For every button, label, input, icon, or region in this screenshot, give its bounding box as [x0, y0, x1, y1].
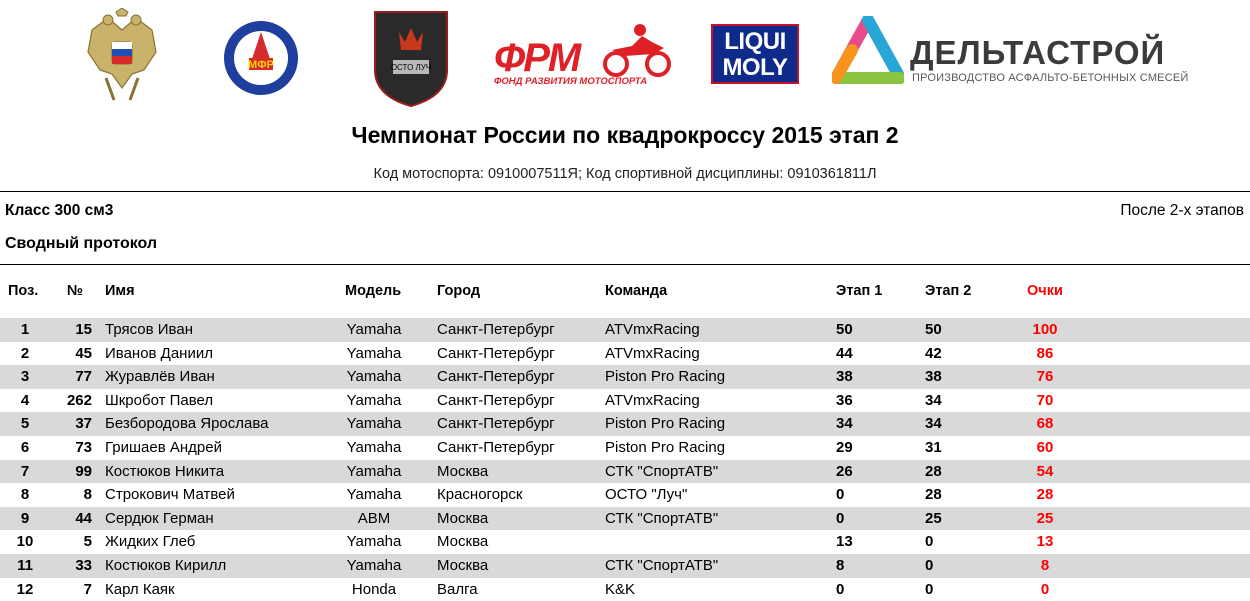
cell-name: Шкробот Павел [105, 391, 214, 409]
cell-stage1: 29 [836, 438, 853, 456]
cell-stage1: 0 [836, 509, 845, 527]
table-row [0, 365, 1250, 389]
cell-city: Красногорск [437, 486, 523, 504]
deltastroy-subtitle: ПРОИЗВОДСТВО АСФАЛЬТО-БЕТОННЫХ СМЕСЕЙ [912, 72, 1189, 84]
cell-number: 73 [75, 438, 92, 456]
cell-stage2: 28 [925, 486, 942, 504]
cell-stage1: 36 [836, 391, 853, 409]
cell-number: 8 [83, 486, 92, 504]
frm-wordmark: ФРМ [494, 36, 580, 80]
cell-number: 5 [83, 533, 92, 551]
cell-team: ATVmxRacing [605, 321, 700, 338]
cell-number: 44 [75, 509, 92, 527]
cell-stage1: 0 [836, 486, 845, 504]
cell-pos: 9 [20, 509, 30, 527]
cell-points: 28 [1036, 486, 1054, 504]
cell-number: 262 [66, 391, 92, 409]
cell-city: Валга [437, 580, 478, 598]
liqui-word: LIQUI [724, 28, 786, 55]
cell-name: Костюков Никита [105, 462, 225, 480]
cell-stage2: 25 [925, 509, 942, 527]
table-row [0, 554, 1250, 578]
cell-model: Yamaha [346, 368, 402, 386]
cell-pos: 4 [20, 391, 30, 409]
cell-points: 86 [1036, 344, 1054, 362]
cell-team: СТК "СпортАТВ" [605, 556, 719, 574]
table-row [0, 460, 1250, 484]
osto-luch-shield-logo [371, 8, 451, 108]
cell-pos: 12 [16, 580, 34, 598]
cell-points: 8 [1040, 556, 1050, 574]
cell-pos: 1 [20, 321, 30, 338]
cell-name: Безбородова Ярослава [105, 415, 269, 433]
cell-stage1: 50 [836, 321, 853, 338]
cell-name: Гришаев Андрей [105, 438, 222, 456]
cell-stage2: 0 [925, 533, 934, 551]
column-header-stage1: Этап 1 [836, 283, 883, 299]
cell-stage1: 44 [836, 344, 853, 362]
table-row [0, 483, 1250, 507]
cell-model: Yamaha [346, 391, 402, 409]
column-header-model: Модель [345, 283, 402, 299]
cell-stage1: 34 [836, 415, 853, 433]
table-row [0, 342, 1250, 366]
column-header-points: Очки [1027, 283, 1063, 299]
cell-name: Строкович Матвей [105, 486, 235, 504]
cell-team: ATVmxRacing [605, 344, 700, 362]
cell-pos: 2 [20, 344, 30, 362]
results-table [0, 280, 1250, 601]
cell-model: Yamaha [346, 415, 402, 433]
cell-model: Yamaha [346, 462, 402, 480]
cell-name: Костюков Кирилл [105, 556, 227, 574]
cell-name: Сердюк Герман [105, 509, 214, 527]
frm-fund-logo [490, 20, 676, 92]
cell-number: 37 [75, 415, 92, 433]
document-title: Чемпионат России по квадрокроссу 2015 этап 2 [351, 122, 899, 148]
cell-name: Журавлёв Иван [105, 368, 215, 386]
cell-name: Трясов Иван [105, 321, 193, 338]
osto-text: ОСТО ЛУЧ [390, 63, 432, 72]
cell-model: Honda [351, 580, 397, 598]
header-spacer [0, 302, 1250, 318]
table-header-row [0, 280, 1250, 302]
cell-pos: 7 [20, 462, 30, 480]
cell-stage2: 28 [925, 462, 942, 480]
cell-stage2: 42 [925, 344, 942, 362]
cell-name: Иванов Даниил [105, 344, 213, 362]
cell-city: Москва [437, 509, 489, 527]
deltastroy-triangle-icon [832, 16, 904, 96]
cell-city: Санкт-Петербург [437, 344, 555, 362]
cell-team: СТК "СпортАТВ" [605, 462, 719, 480]
cell-number: 77 [75, 368, 92, 386]
double-headed-eagle-emblem [86, 8, 158, 108]
cell-team: K&K [605, 580, 636, 598]
table-row [0, 389, 1250, 413]
cell-team: Piston Pro Racing [605, 415, 726, 433]
cell-pos: 5 [20, 415, 30, 433]
cell-model: ABM [357, 509, 391, 527]
cell-city: Санкт-Петербург [437, 415, 555, 433]
cell-city: Санкт-Петербург [437, 438, 555, 456]
after-stages-label: После 2-х этапов [1120, 202, 1244, 219]
cell-model: Yamaha [346, 438, 402, 456]
cell-stage1: 13 [836, 533, 853, 551]
liqui-moly-logo [711, 24, 799, 84]
cell-stage2: 34 [925, 415, 942, 433]
cell-points: 0 [1040, 580, 1050, 598]
cell-city: Москва [437, 462, 489, 480]
cell-number: 15 [75, 321, 92, 338]
cell-points: 70 [1036, 391, 1054, 409]
column-header-num: № [66, 283, 84, 299]
cell-pos: 6 [20, 438, 30, 456]
cell-number: 99 [75, 462, 92, 480]
cell-city: Москва [437, 533, 489, 551]
document-subtitle: Код мотоспорта: 0910007511Я; Код спортивной дисциплины: 0910361811Л [373, 166, 877, 182]
cell-model: Yamaha [346, 556, 402, 574]
cell-pos: 3 [20, 368, 30, 386]
cell-pos: 11 [17, 556, 33, 574]
cell-number: 45 [75, 344, 92, 362]
cell-city: Санкт-Петербург [437, 321, 555, 338]
table-row [0, 318, 1250, 342]
cell-number: 33 [75, 556, 92, 574]
cell-stage1: 38 [836, 368, 853, 386]
divider-bottom [0, 264, 1250, 265]
cell-stage2: 38 [925, 368, 942, 386]
cell-stage2: 31 [925, 438, 942, 456]
cell-number: 7 [83, 580, 92, 598]
column-header-pos: Поз. [8, 283, 39, 299]
cell-name: Жидких Глеб [105, 533, 196, 551]
moly-word: MOLY [722, 54, 788, 81]
cell-model: Yamaha [346, 486, 402, 504]
table-row [0, 507, 1250, 531]
cell-city: Санкт-Петербург [437, 368, 555, 386]
cell-points: 54 [1036, 462, 1054, 480]
cell-stage1: 8 [836, 556, 845, 574]
table-row [0, 436, 1250, 460]
column-header-city: Город [437, 283, 481, 299]
cell-city: Санкт-Петербург [437, 391, 555, 409]
cell-pos: 10 [16, 533, 34, 551]
table-body [0, 318, 1250, 601]
cell-points: 60 [1036, 438, 1054, 456]
cell-points: 13 [1036, 533, 1054, 551]
cell-team: Piston Pro Racing [605, 368, 726, 386]
table-row [0, 412, 1250, 436]
class-label: Класс 300 см3 [5, 202, 114, 219]
cell-team: СТК "СпортАТВ" [605, 509, 719, 527]
cell-points: 100 [1032, 321, 1058, 338]
cell-points: 68 [1036, 415, 1054, 433]
motorcycle-federation-logo [222, 8, 300, 108]
mfr-abbreviation: МФР [248, 59, 274, 71]
cell-stage2: 0 [925, 556, 934, 574]
cell-points: 25 [1036, 509, 1054, 527]
table-row [0, 578, 1250, 601]
cell-stage1: 26 [836, 462, 853, 480]
cell-pos: 8 [20, 486, 30, 504]
cell-model: Yamaha [346, 344, 402, 362]
cell-team: Piston Pro Racing [605, 438, 726, 456]
column-header-stage2: Этап 2 [925, 283, 972, 299]
cell-stage2: 0 [925, 580, 934, 598]
cell-model: Yamaha [346, 321, 402, 338]
cell-model: Yamaha [346, 533, 402, 551]
cell-stage2: 50 [925, 321, 942, 338]
quad-bike-icon [602, 22, 672, 78]
cell-team: ATVmxRacing [605, 391, 700, 409]
cell-stage1: 0 [836, 580, 845, 598]
cell-stage2: 34 [925, 391, 942, 409]
cell-team: ОСТО "Луч" [605, 486, 688, 504]
table-row [0, 530, 1250, 554]
column-header-team: Команда [605, 283, 668, 299]
divider-top [0, 191, 1250, 192]
protocol-label: Сводный протокол [5, 235, 158, 252]
deltastroy-logo [832, 16, 1189, 96]
frm-subtitle: ФОНД РАЗВИТИЯ МОТОСПОРТА [494, 76, 648, 87]
cell-points: 76 [1036, 368, 1054, 386]
deltastroy-name: ДЕЛЬТАСТРОЙ [910, 34, 1166, 71]
cell-city: Москва [437, 556, 489, 574]
column-header-name: Имя [105, 283, 135, 299]
cell-name: Карл Каяк [105, 580, 175, 598]
